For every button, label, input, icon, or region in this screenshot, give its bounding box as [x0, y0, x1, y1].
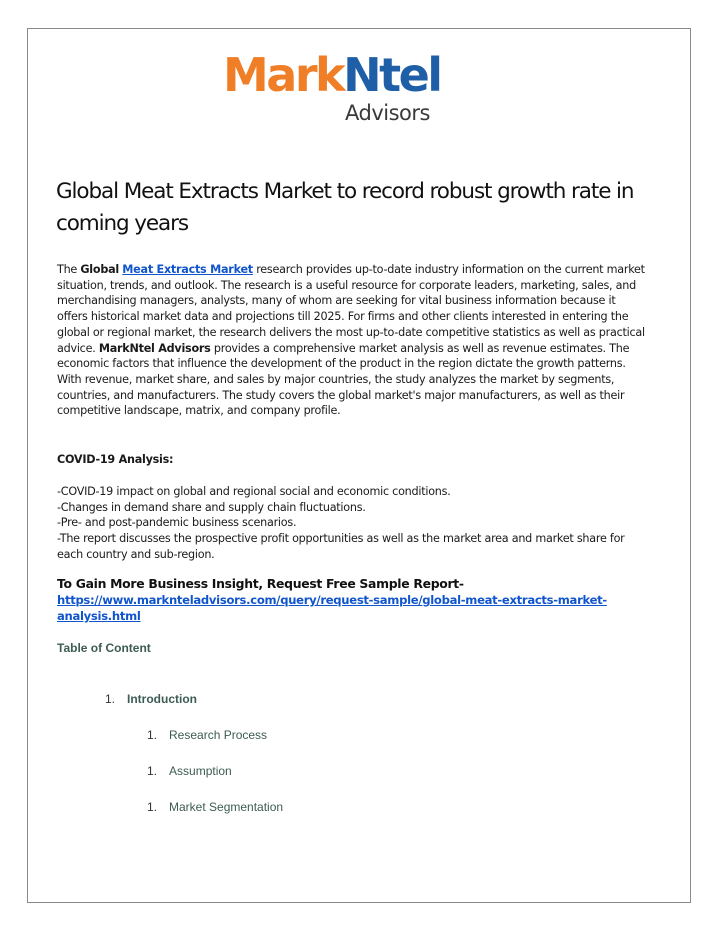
covid-list-item: -Pre- and post-pandemic business scenarios.	[57, 516, 297, 530]
toc-label: Research Process	[169, 728, 268, 742]
meat-extracts-market-link[interactable]: Meat Extracts Market	[122, 263, 253, 276]
sample-report-section	[57, 576, 647, 624]
logo-advisors-text: Advisors	[345, 101, 430, 125]
toc-number: 1.	[147, 728, 158, 742]
logo-ntel-text: Ntel	[343, 48, 441, 102]
covid-list-item: -Changes in demand share and supply chain fluctuations.	[57, 500, 366, 514]
logo-wordmark	[223, 48, 441, 102]
intro-text-2: research provides up-to-date industry information on the current market situation, trends, and outlook. The research is a useful resource for corporate leaders, marketing, sales, and merchandising managers, analysts, many of whom are seeking for vital business information because it offers historical market data and projections till 2025. For firms and other clients interested in entering the global or regional market, the research delivers the most up-to-date competitive statistics as well as practical advice.	[57, 263, 645, 355]
covid-list-item: -COVID-19 impact on global and regional social and economic conditions.	[57, 485, 451, 498]
toc-item-research-process[interactable]	[147, 728, 267, 742]
marknetl-logo	[223, 48, 443, 125]
toc-number: 1.	[147, 764, 158, 778]
covid-heading: COVID-19 Analysis:	[57, 453, 174, 466]
intro-paragraph	[57, 262, 647, 419]
intro-company-name: MarkNtel Advisors	[98, 341, 211, 355]
toc-item-assumption[interactable]	[147, 764, 232, 778]
toc-item-introduction[interactable]	[105, 692, 197, 706]
toc-label: Introduction	[127, 692, 197, 706]
sample-report-link[interactable]: https://www.marknteladvisors.com/query/request-sample/global-meat-extracts-market-analysis.html	[57, 593, 607, 623]
logo-mark-text: Mark	[223, 48, 344, 102]
toc-number: 1.	[105, 692, 116, 706]
intro-text-1: The	[57, 263, 81, 276]
intro-text-3: provides a comprehensive market analysis as well as revenue estimates. The economic factors that influence the development of the product in the region dictate the growth patterns. With revenue, market share, and sales by major countries, the study analyzes the market by segments, countries, and manufacturers. The study covers the global market's major manufacturers, as well as their competitive landscape, matrix, and company profile.	[57, 341, 630, 418]
toc-number: 1.	[147, 800, 158, 814]
toc-label: Assumption	[169, 764, 232, 778]
sample-report-heading: To Gain More Business Insight, Request Free Sample Report-	[57, 576, 464, 591]
intro-text-bold: Global	[80, 263, 119, 276]
toc-heading: Table of Content	[57, 641, 151, 655]
toc-item-market-segmentation[interactable]	[147, 800, 283, 814]
page-title: Global Meat Extracts Market to record robust growth rate in coming years	[56, 179, 634, 236]
covid-list	[57, 484, 647, 563]
toc-label: Market Segmentation	[169, 800, 284, 814]
covid-list-item: -The report discusses the prospective profit opportunities as well as the market area and market share for each country and sub-region.	[57, 532, 625, 561]
